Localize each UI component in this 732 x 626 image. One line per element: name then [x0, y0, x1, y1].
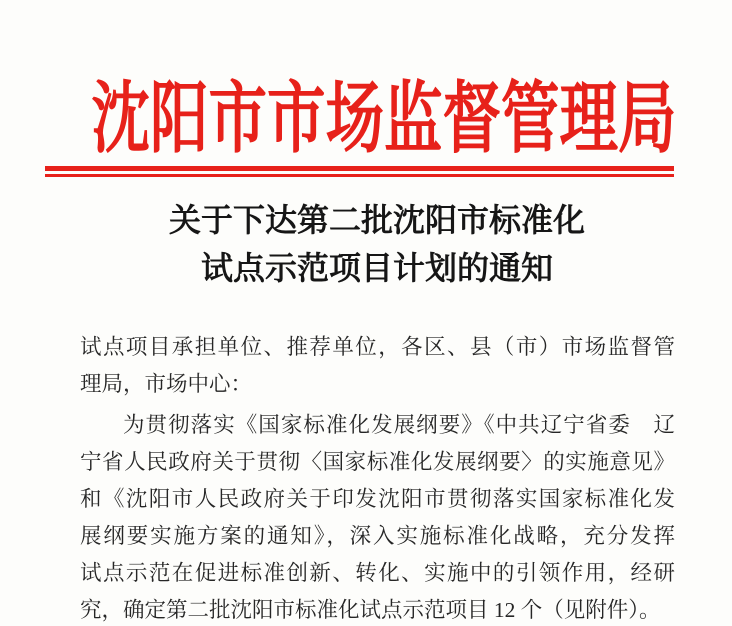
- letterhead-rule-thick: [45, 166, 674, 171]
- notice-paragraph: 为贯彻落实《国家标准化发展纲要》《中共辽宁省委 辽 宁省人民政府关于贯彻〈国家标准化发展纲要〉的实施意见》 和《沈阳市人民政府关于印发沈阳市贯彻落实国家标准化发 展纲要实施方案的通知》，深入实施标准化战略，充分发挥 试点示范在促进标准创新、转化、实施中的引领作用，经研 究，确定第二批沈阳市标准化试点示范项目 12 个（见附件）。: [80, 413, 675, 622]
- letterhead-rule-thin: [45, 174, 674, 177]
- notice-title: 关于下达第二批沈阳市标准化 试点示范项目计划的通知: [168, 202, 585, 286]
- addressee-paragraph: 试点项目承担单位、推荐单位，各区、县（市）市场监督管 理局，市场中心：: [80, 335, 675, 396]
- agency-name: 沈阳市市场监督管理局: [91, 75, 677, 162]
- document-body: [80, 329, 675, 626]
